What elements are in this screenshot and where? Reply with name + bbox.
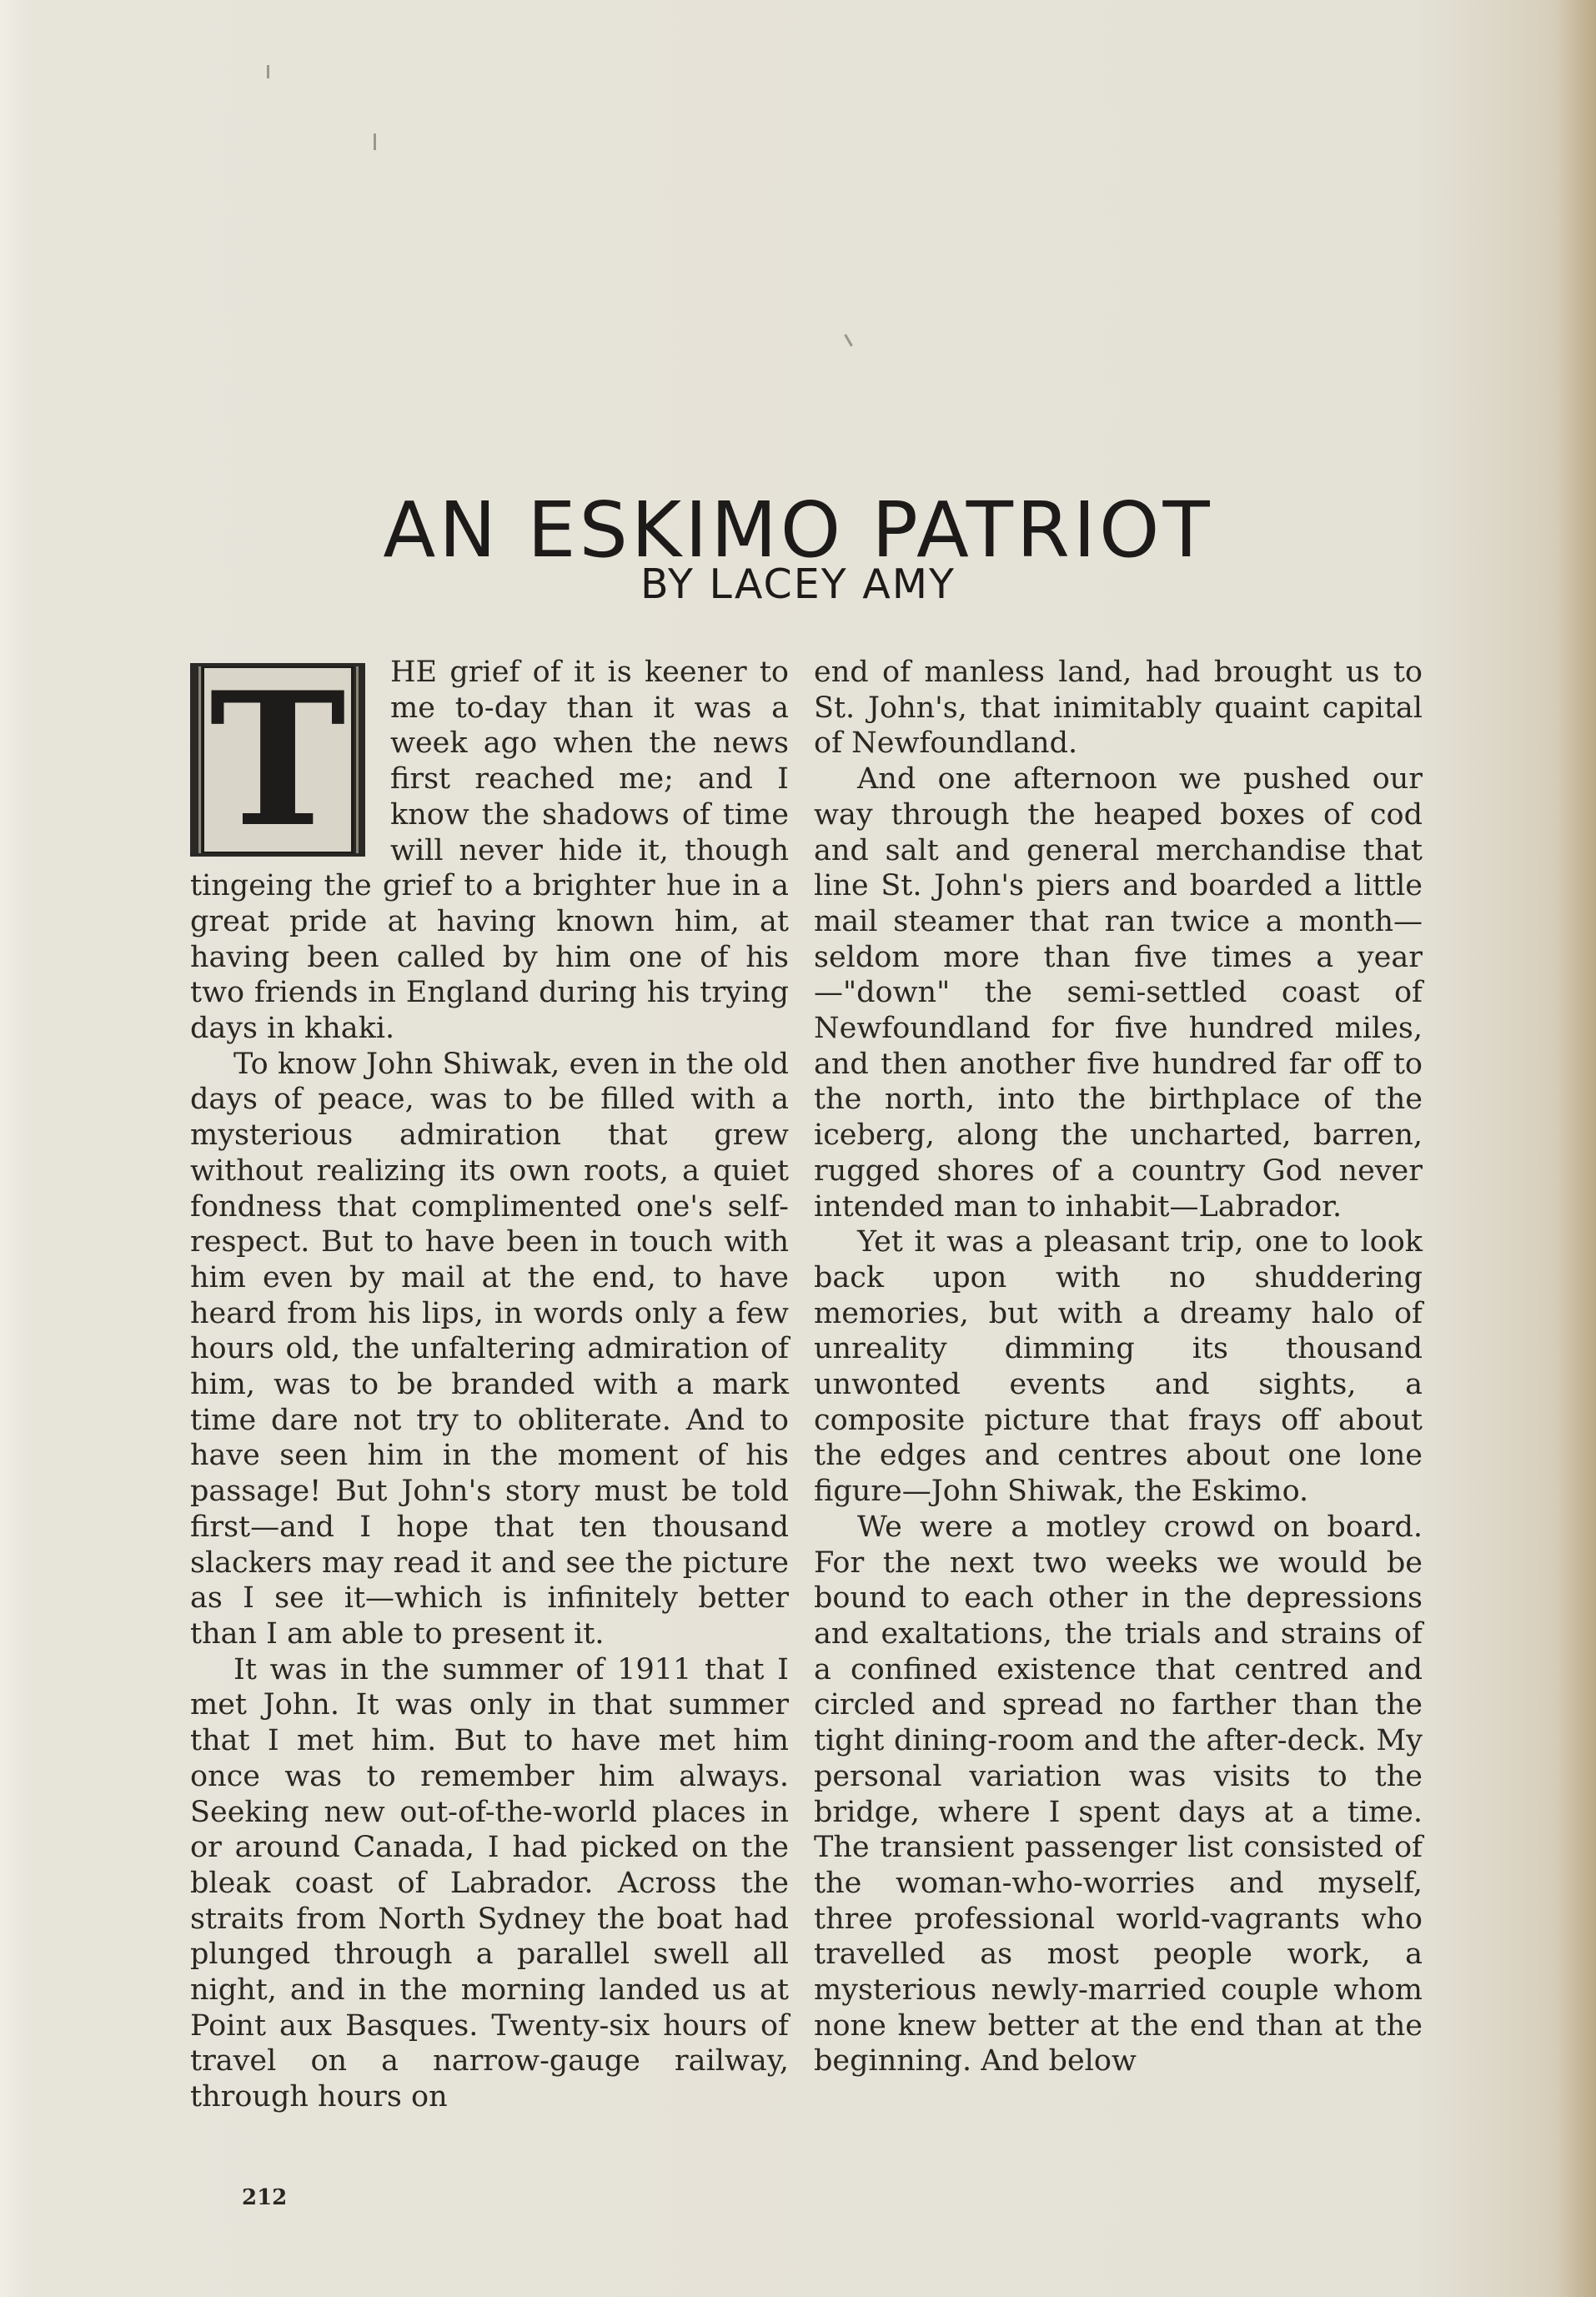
paper-speck	[374, 133, 376, 150]
left-column	[190, 655, 789, 2115]
drop-cap-letter: T	[193, 666, 362, 853]
paper-speck	[844, 334, 853, 346]
article-title: AN ESKIMO PATRIOT	[383, 485, 1213, 575]
paragraph: And one afternoon we pushed our way through the heaped boxes of cod and salt and general merchandise that line St. John's piers and boarded a little mail steamer that ran twice a month—seldom more than five times a year—"down" the semi-settled coast of Newfoundland for five hundred miles, and then another five hundred far off to the north, into the birthplace of the iceberg, along the uncharted, barren, rugged shores of a country God never intended man to inhabit—Labrador.	[814, 762, 1423, 1224]
paragraph: Yet it was a pleasant trip, one to look back upon with no shuddering memories, but with a dreamy halo of unreality dimming its thousand unwonted events and sights, a composite picture that frays off about the edges and centres about one lone figure—John Shiwak, the Eskimo.	[814, 1225, 1423, 1509]
paragraph: To know John Shiwak, even in the old days of peace, was to be filled with a mysterious admiration that grew without realizing its own roots, a quiet fondness that complimented one's self-respect. But to have been in touch with him even by mail at the end, to have heard from his lips, in words only a few hours old, the unfaltering admiration of him, was to be branded with a mark time dare not try to obliterate. And to have seen him in the moment of his passage! But John's story must be told first—and I hope that ten thousand slackers may read it and see the picture as I see it—which is infinitely better than I am able to present it.	[190, 1047, 789, 1651]
article-byline: BY LACEY AMY	[640, 560, 956, 608]
right-column	[814, 655, 1423, 2079]
page-edge-shadow	[1558, 0, 1596, 2297]
paragraph: end of manless land, had brought us to St. John's, that inimitably quaint capital of Newfoundland.	[814, 656, 1423, 761]
paragraph: HE grief of it is keener to me to-day than it was a week ago when the news first reached me; and I know the shadows of time will never hide it, though tingeing the grief to a brighter hue in a great pride at having known him, at having been called by him one of his two friends in England during his trying days in khaki.	[190, 656, 789, 1046]
paragraph: We were a motley crowd on board. For the next two weeks we would be bound to each other in the depressions and exaltations, the trials and strains of a confined existence that centred and circled and spread no farther than the tight dining-room and the after-deck. My personal variation was visits to the bridge, where I spent days at a time. The transient passenger list consisted of the woman-who-worries and myself, three professional world-vagrants who travelled as most people work, a mysterious newly-married couple whom none knew better at the end than at the beginning. And below	[814, 1510, 1423, 2078]
paper-speck	[267, 65, 269, 78]
paragraph: It was in the summer of 1911 that I met John. It was only in that summer that I met him. But to have met him once was to remember him always. Seeking new out-of-the-world places in or around Canada, I had picked on the bleak coast of Labrador. Across the straits from North Sydney the boat had plunged through a parallel swell all night, and in the morning landed us at Point aux Basques. Twenty-six hours of travel on a narrow-gauge railway, through hours on	[190, 1652, 789, 2114]
drop-cap	[190, 663, 365, 857]
page-number: 212	[242, 2185, 288, 2210]
